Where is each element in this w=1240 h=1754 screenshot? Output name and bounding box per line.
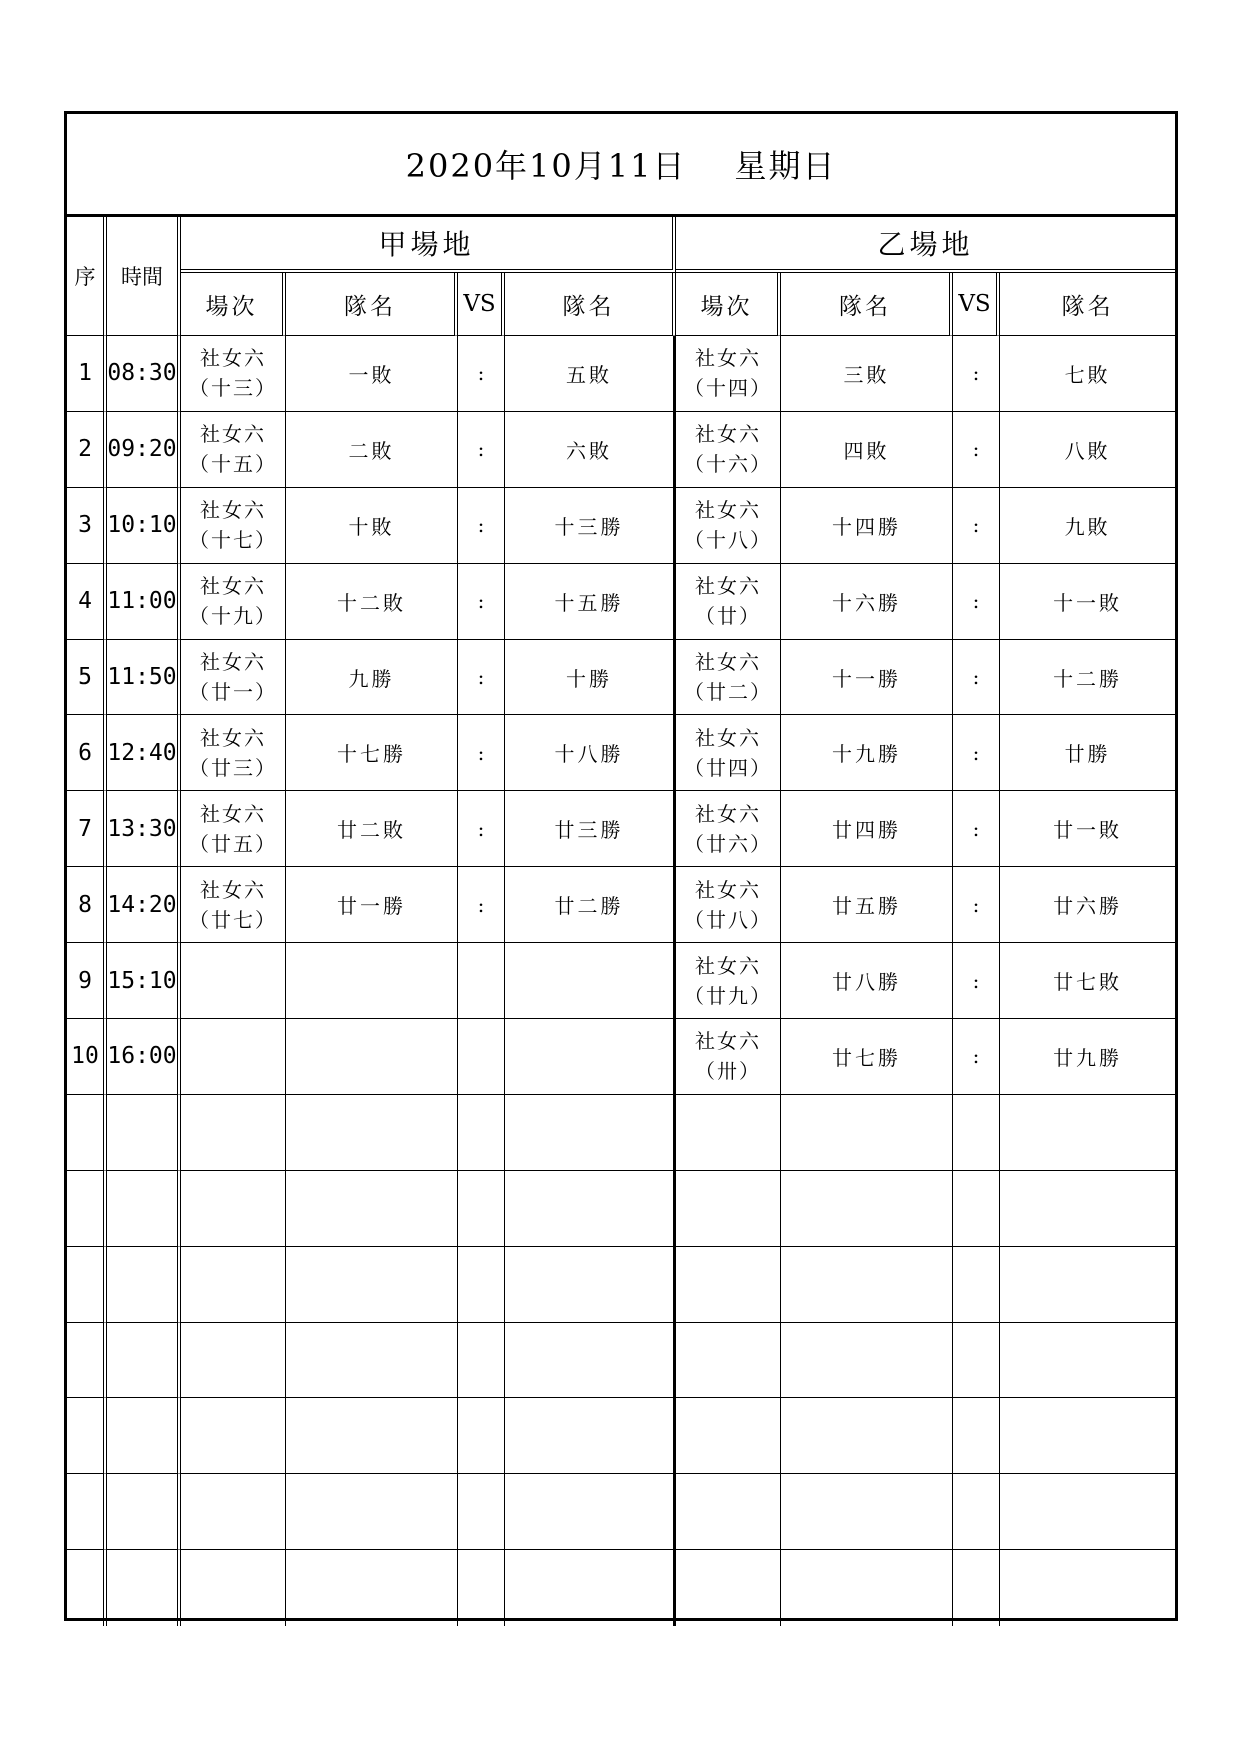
match-a xyxy=(181,1550,286,1626)
colon-b: : xyxy=(953,715,1000,791)
row-time xyxy=(107,1474,181,1550)
header-vs-b: VS xyxy=(953,273,1000,336)
match-line-2: （廿三） xyxy=(189,755,277,780)
team2-a: 十八勝 xyxy=(505,715,676,791)
header-team2-a: 隊名 xyxy=(505,273,676,336)
row-time: 14:20 xyxy=(107,867,181,943)
match-line-2: （十七） xyxy=(189,528,277,553)
colon-b: : xyxy=(953,791,1000,867)
row-index xyxy=(67,1398,107,1474)
team2-a: 廿二勝 xyxy=(505,867,676,943)
match-b xyxy=(676,1550,781,1626)
colon-a: : xyxy=(458,715,505,791)
title-row xyxy=(67,114,1175,217)
match-b xyxy=(676,564,781,640)
match-b xyxy=(676,488,781,564)
match-a xyxy=(181,867,286,943)
team2-b: 廿九勝 xyxy=(1000,1019,1175,1095)
match-line-1: 社女六 xyxy=(200,725,266,750)
match-b xyxy=(676,412,781,488)
row-index: 2 xyxy=(67,412,107,488)
colon-b xyxy=(953,1171,1000,1247)
colon-b: : xyxy=(953,336,1000,412)
match-a xyxy=(181,564,286,640)
row-index xyxy=(67,1323,107,1399)
match-a xyxy=(181,1171,286,1247)
match-a xyxy=(181,488,286,564)
colon-a: : xyxy=(458,336,505,412)
match-a xyxy=(181,640,286,716)
match-b xyxy=(676,1095,781,1171)
match-line-2: （廿九） xyxy=(684,983,772,1008)
colon-a: : xyxy=(458,564,505,640)
colon-a xyxy=(458,1550,505,1626)
table-row xyxy=(67,412,1175,488)
schedule-table xyxy=(67,114,1175,1626)
match-line-1: 社女六 xyxy=(200,346,266,371)
title-weekday: 星期日 xyxy=(734,147,837,185)
team1-b: 三敗 xyxy=(781,336,953,412)
team2-a xyxy=(505,1323,676,1399)
team2-a xyxy=(505,1474,676,1550)
table-row xyxy=(67,1550,1175,1626)
table-row xyxy=(67,564,1175,640)
match-b xyxy=(676,1398,781,1474)
team2-b: 八敗 xyxy=(1000,412,1175,488)
header-team1-a: 隊名 xyxy=(286,273,458,336)
header-vs-a: VS xyxy=(458,273,505,336)
match-b xyxy=(676,1323,781,1399)
colon-a xyxy=(458,1247,505,1323)
table-row xyxy=(67,336,1175,412)
team1-a: 十敗 xyxy=(286,488,458,564)
row-time: 09:20 xyxy=(107,412,181,488)
page-title xyxy=(67,114,1175,217)
team2-b: 十二勝 xyxy=(1000,640,1175,716)
match-line-2: （廿七） xyxy=(189,907,277,932)
match-line-1: 社女六 xyxy=(695,498,761,523)
header-match-b: 場次 xyxy=(676,273,781,336)
team2-a xyxy=(505,1247,676,1323)
match-b xyxy=(676,640,781,716)
match-line-2: （十九） xyxy=(189,604,277,629)
match-line-1: 社女六 xyxy=(200,801,266,826)
header-team1-b: 隊名 xyxy=(781,273,953,336)
team1-a: 一敗 xyxy=(286,336,458,412)
colon-b: : xyxy=(953,564,1000,640)
row-time xyxy=(107,1095,181,1171)
team2-b xyxy=(1000,1474,1175,1550)
row-time xyxy=(107,1550,181,1626)
match-a xyxy=(181,1095,286,1171)
match-line-2: （廿八） xyxy=(684,907,772,932)
table-row xyxy=(67,488,1175,564)
team1-b xyxy=(781,1323,953,1399)
match-b xyxy=(676,1171,781,1247)
match-line-1: 社女六 xyxy=(200,422,266,447)
match-line-2: （十四） xyxy=(684,376,772,401)
colon-b: : xyxy=(953,640,1000,716)
team1-b xyxy=(781,1398,953,1474)
colon-a xyxy=(458,1323,505,1399)
team1-b xyxy=(781,1171,953,1247)
match-b xyxy=(676,1474,781,1550)
row-time: 16:00 xyxy=(107,1019,181,1095)
match-line-1: 社女六 xyxy=(695,650,761,674)
match-line-1: 社女六 xyxy=(200,574,266,599)
team1-b xyxy=(781,1247,953,1323)
match-line-1: 社女六 xyxy=(200,498,266,523)
match-line-1: 社女六 xyxy=(200,650,266,674)
row-index: 6 xyxy=(67,715,107,791)
colon-b: : xyxy=(953,943,1000,1019)
colon-a: : xyxy=(458,412,505,488)
header-venue-b: 乙場地 xyxy=(676,217,1175,273)
team1-a xyxy=(286,1171,458,1247)
colon-b xyxy=(953,1474,1000,1550)
header-venue-a: 甲場地 xyxy=(181,217,676,273)
team1-a xyxy=(286,1247,458,1323)
team2-b: 七敗 xyxy=(1000,336,1175,412)
team1-a xyxy=(286,1398,458,1474)
team1-a xyxy=(286,1550,458,1626)
match-a xyxy=(181,1474,286,1550)
match-line-1: 社女六 xyxy=(695,574,761,599)
table-row xyxy=(67,715,1175,791)
match-line-1: 社女六 xyxy=(695,801,761,826)
match-line-2: （廿六） xyxy=(684,831,772,856)
match-b xyxy=(676,791,781,867)
row-index: 1 xyxy=(67,336,107,412)
colon-b xyxy=(953,1095,1000,1171)
row-time: 13:30 xyxy=(107,791,181,867)
colon-a xyxy=(458,1171,505,1247)
match-line-1: 社女六 xyxy=(695,725,761,750)
team2-b: 九敗 xyxy=(1000,488,1175,564)
venue-header-row xyxy=(67,217,1175,273)
match-line-2: （十三） xyxy=(189,376,277,401)
colon-b xyxy=(953,1247,1000,1323)
table-row xyxy=(67,1474,1175,1550)
match-line-2: （廿） xyxy=(695,604,761,629)
colon-a xyxy=(458,1019,505,1095)
match-b xyxy=(676,715,781,791)
team2-a: 十三勝 xyxy=(505,488,676,564)
team1-b: 廿五勝 xyxy=(781,867,953,943)
table-row xyxy=(67,867,1175,943)
title-date: 2020年10月11日 xyxy=(405,147,687,185)
table-row xyxy=(67,1247,1175,1323)
match-a xyxy=(181,412,286,488)
team2-b xyxy=(1000,1247,1175,1323)
row-time xyxy=(107,1247,181,1323)
team1-a xyxy=(286,943,458,1019)
row-index: 8 xyxy=(67,867,107,943)
team1-b: 廿七勝 xyxy=(781,1019,953,1095)
row-time: 08:30 xyxy=(107,336,181,412)
team1-a: 十二敗 xyxy=(286,564,458,640)
team2-a xyxy=(505,943,676,1019)
colon-b: : xyxy=(953,867,1000,943)
header-team2-b: 隊名 xyxy=(1000,273,1175,336)
colon-a xyxy=(458,1398,505,1474)
row-index xyxy=(67,1474,107,1550)
header-index: 序 xyxy=(67,217,107,336)
colon-a: : xyxy=(458,640,505,716)
team2-a xyxy=(505,1095,676,1171)
team1-a xyxy=(286,1323,458,1399)
header-time: 時間 xyxy=(107,217,181,336)
match-b xyxy=(676,1019,781,1095)
row-index: 10 xyxy=(67,1019,107,1095)
match-line-2: （廿一） xyxy=(189,680,277,704)
match-line-1: 社女六 xyxy=(695,953,761,978)
schedule-sheet xyxy=(64,111,1178,1621)
row-time: 12:40 xyxy=(107,715,181,791)
match-a xyxy=(181,715,286,791)
row-time: 10:10 xyxy=(107,488,181,564)
match-a xyxy=(181,1019,286,1095)
colon-a xyxy=(458,1095,505,1171)
colon-a: : xyxy=(458,867,505,943)
table-row xyxy=(67,1398,1175,1474)
match-a xyxy=(181,1323,286,1399)
table-row xyxy=(67,943,1175,1019)
colon-b xyxy=(953,1398,1000,1474)
team2-b xyxy=(1000,1323,1175,1399)
match-line-1: 社女六 xyxy=(695,1029,761,1054)
team1-b: 廿八勝 xyxy=(781,943,953,1019)
team2-a xyxy=(505,1019,676,1095)
row-index xyxy=(67,1550,107,1626)
team1-a: 廿一勝 xyxy=(286,867,458,943)
team2-a: 五敗 xyxy=(505,336,676,412)
match-line-1: 社女六 xyxy=(200,877,266,902)
team1-b: 廿四勝 xyxy=(781,791,953,867)
table-row xyxy=(67,1171,1175,1247)
team2-b: 廿一敗 xyxy=(1000,791,1175,867)
row-time xyxy=(107,1398,181,1474)
match-line-2: （廿四） xyxy=(684,755,772,780)
colon-a: : xyxy=(458,488,505,564)
team1-a: 二敗 xyxy=(286,412,458,488)
row-time xyxy=(107,1323,181,1399)
match-line-1: 社女六 xyxy=(695,877,761,902)
match-a xyxy=(181,336,286,412)
team1-b: 十六勝 xyxy=(781,564,953,640)
colon-b: : xyxy=(953,412,1000,488)
colon-b: : xyxy=(953,488,1000,564)
match-a xyxy=(181,1247,286,1323)
team2-a: 廿三勝 xyxy=(505,791,676,867)
row-time xyxy=(107,1171,181,1247)
team1-b xyxy=(781,1095,953,1171)
table-row xyxy=(67,1095,1175,1171)
match-a xyxy=(181,1398,286,1474)
match-line-1: 社女六 xyxy=(695,422,761,447)
table-row xyxy=(67,1323,1175,1399)
team2-b: 廿六勝 xyxy=(1000,867,1175,943)
match-b xyxy=(676,1247,781,1323)
team2-a: 十勝 xyxy=(505,640,676,716)
team2-b xyxy=(1000,1171,1175,1247)
colon-a xyxy=(458,943,505,1019)
team1-a xyxy=(286,1019,458,1095)
team1-b xyxy=(781,1550,953,1626)
row-index xyxy=(67,1171,107,1247)
team1-a: 廿二敗 xyxy=(286,791,458,867)
colon-a xyxy=(458,1474,505,1550)
match-b xyxy=(676,943,781,1019)
colon-b: : xyxy=(953,1019,1000,1095)
row-index xyxy=(67,1095,107,1171)
row-time: 11:00 xyxy=(107,564,181,640)
team2-b: 十一敗 xyxy=(1000,564,1175,640)
team1-a: 九勝 xyxy=(286,640,458,716)
team2-a xyxy=(505,1550,676,1626)
match-line-2: （十八） xyxy=(684,528,772,553)
match-line-2: （廿五） xyxy=(189,831,277,856)
team1-b xyxy=(781,1474,953,1550)
row-time: 11:50 xyxy=(107,640,181,716)
row-index xyxy=(67,1247,107,1323)
team2-b xyxy=(1000,1095,1175,1171)
team2-b: 廿七敗 xyxy=(1000,943,1175,1019)
team2-a: 六敗 xyxy=(505,412,676,488)
team2-a: 十五勝 xyxy=(505,564,676,640)
match-line-2: （卅） xyxy=(695,1059,761,1084)
table-row xyxy=(67,640,1175,716)
team1-b: 四敗 xyxy=(781,412,953,488)
team1-b: 十一勝 xyxy=(781,640,953,716)
colon-b xyxy=(953,1323,1000,1399)
header-match-a: 場次 xyxy=(181,273,286,336)
table-row xyxy=(67,791,1175,867)
team2-b xyxy=(1000,1398,1175,1474)
team1-a xyxy=(286,1095,458,1171)
row-index: 3 xyxy=(67,488,107,564)
team2-a xyxy=(505,1398,676,1474)
match-b xyxy=(676,336,781,412)
team2-a xyxy=(505,1171,676,1247)
team1-b: 十四勝 xyxy=(781,488,953,564)
match-b xyxy=(676,867,781,943)
team2-b: 廿勝 xyxy=(1000,715,1175,791)
row-index: 7 xyxy=(67,791,107,867)
match-line-2: （十五） xyxy=(189,452,277,477)
team1-a xyxy=(286,1474,458,1550)
row-time: 15:10 xyxy=(107,943,181,1019)
match-a xyxy=(181,943,286,1019)
colon-a: : xyxy=(458,791,505,867)
match-line-2: （廿二） xyxy=(684,680,772,704)
team2-b xyxy=(1000,1550,1175,1626)
team1-a: 十七勝 xyxy=(286,715,458,791)
match-a xyxy=(181,791,286,867)
team1-b: 十九勝 xyxy=(781,715,953,791)
table-row xyxy=(67,1019,1175,1095)
match-line-1: 社女六 xyxy=(695,346,761,371)
column-header-row xyxy=(67,273,1175,336)
row-index: 9 xyxy=(67,943,107,1019)
row-index: 4 xyxy=(67,564,107,640)
match-line-2: （十六） xyxy=(684,452,772,477)
row-index: 5 xyxy=(67,640,107,716)
colon-b xyxy=(953,1550,1000,1626)
